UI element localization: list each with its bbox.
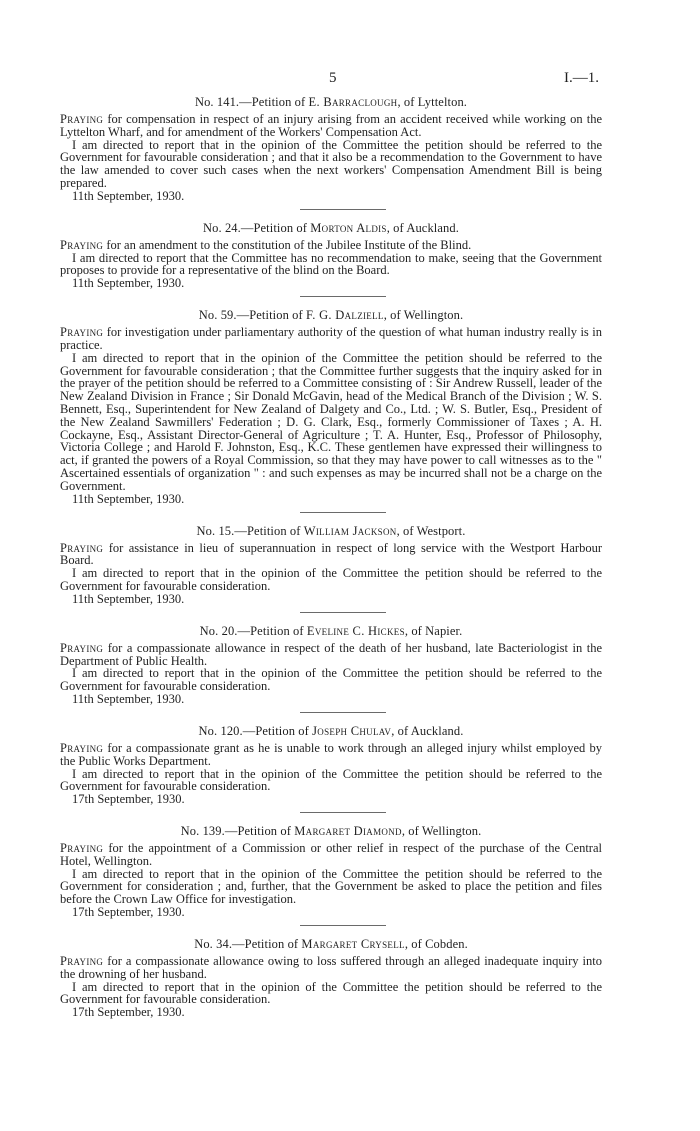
- petition-prayer: [60, 239, 602, 252]
- section-divider: [300, 712, 386, 713]
- petitioner-name: Morton Aldis: [310, 220, 387, 235]
- committee-report: I am directed to report that in the opinion of the Committee the petition should be referred to the Government for favourable consideration.: [60, 666, 602, 694]
- petitioner-name: F. G. Dalziell: [306, 308, 384, 323]
- petition-of-label: —Petition of: [237, 623, 304, 638]
- petitioner-name: Eveline C. Hickes: [306, 623, 405, 638]
- petitioner-place: , of Auckland.: [391, 723, 464, 738]
- committee-report: I am directed to report that in the opinion of the Committee the petition should be referred to the Government for favourable consideration.: [60, 979, 602, 1007]
- petition-heading: [60, 221, 602, 236]
- page-header: [0, 70, 700, 90]
- petitioner-name: William Jackson: [303, 523, 397, 538]
- committee-report: I am directed to report that in the opinion of the Committee the petition should be referred to the Government for favourable consideration ; and that it also be a recommendation to the Government to have the law amended to cover such cases when the next workers' Compensation Amendment Bill is being prepared.: [60, 137, 602, 190]
- petition-entry: [60, 724, 602, 813]
- petition-prayer: [60, 955, 602, 981]
- petition-date: 11th September, 1930.: [72, 691, 185, 706]
- prayer-text: for assistance in lieu of superannuation in respect of long service with the Westport Harbour Board.: [60, 540, 602, 568]
- praying-word: Praying: [60, 540, 104, 555]
- section-divider: [300, 512, 386, 513]
- prayer-text: for investigation under parliamentary authority of the question of what human industry really is in practice.: [60, 325, 602, 352]
- section-divider: [300, 925, 386, 926]
- petition-number: No. 24.: [203, 220, 241, 235]
- petition-heading: [60, 824, 602, 839]
- praying-word: Praying: [60, 954, 104, 969]
- petition-prayer: [60, 642, 602, 668]
- prayer-text: for a compassionate allowance owing to loss suffered through an alleged inadequate inquiry into the drowning of her husband.: [60, 954, 602, 981]
- prayer-text: for a compassionate grant as he is unable to work through an alleged injury whilst employed by the Public Works Department.: [60, 740, 602, 768]
- petition-of-label: —Petition of: [236, 308, 303, 323]
- petitioner-place: , of Auckland.: [386, 220, 459, 235]
- petition-of-label: —Petition of: [239, 95, 306, 109]
- committee-report: I am directed to report that in the opinion of the Committee the petition should be referred to the Government for consideration ; and, further, that the Government be asked to place the petition and files before the Crown Law Office for investigation.: [60, 866, 602, 907]
- petition-number: No. 20.: [199, 623, 238, 638]
- section-divider: [300, 296, 386, 297]
- petitioner-place: , of Lyttelton.: [397, 95, 468, 109]
- petition-of-label: —Petition of: [234, 523, 301, 538]
- prayer-text: for compensation in respect of an injury arising from an accident received while working on the Lyttelton Wharf, and for amendment of the Workers' Compensation Act.: [60, 112, 602, 139]
- petition-heading: [60, 937, 602, 952]
- petition-number: No. 15.: [196, 523, 235, 538]
- petition-date: 11th September, 1930.: [72, 276, 185, 291]
- petition-heading: [60, 524, 602, 539]
- petition-of-label: —Petition of: [224, 824, 291, 839]
- petition-entry: [60, 95, 602, 210]
- petition-heading: [60, 95, 602, 110]
- petition-date: 11th September, 1930.: [72, 491, 185, 506]
- praying-word: Praying: [60, 112, 104, 126]
- petition-date: 17th September, 1930.: [72, 905, 185, 920]
- praying-word: Praying: [60, 237, 104, 252]
- petitioner-name: E. Barraclough: [308, 95, 398, 109]
- petition-entry: [60, 308, 602, 512]
- petition-number: No. 120.: [198, 723, 243, 738]
- petitioner-place: , of Wellington.: [401, 824, 482, 839]
- section-divider: [300, 209, 386, 210]
- petition-prayer: [60, 326, 602, 352]
- petitioner-place: , of Napier.: [404, 623, 463, 638]
- section-divider: [300, 812, 386, 813]
- petitioner-place: , of Wellington.: [383, 308, 464, 323]
- committee-report: I am directed to report that in the opinion of the Committee the petition should be referred to the Government for favourable consideration.: [60, 566, 602, 593]
- section-divider: [300, 612, 386, 613]
- praying-word: Praying: [60, 325, 104, 340]
- petition-prayer: [60, 542, 602, 568]
- praying-word: Praying: [60, 740, 104, 755]
- petition-heading: [60, 308, 602, 323]
- petition-number: No. 59.: [198, 308, 237, 323]
- petition-prayer: [60, 113, 602, 139]
- praying-word: Praying: [60, 841, 104, 856]
- petitioner-place: , of Cobden.: [404, 937, 468, 952]
- petitioner-name: Margaret Diamond: [294, 824, 402, 839]
- petition-number: No. 139.: [180, 824, 225, 839]
- petition-number: No. 34.: [194, 937, 233, 952]
- prayer-text: for the appointment of a Commission or other relief in respect of the purchase of the Central Hotel, Wellington.: [60, 841, 602, 868]
- petition-prayer: [60, 842, 602, 868]
- page-number: 5: [329, 70, 337, 86]
- committee-report: I am directed to report that in the opinion of the Committee the petition should be referred to the Government for favourable consideration.: [60, 766, 602, 794]
- petition-entry: [60, 524, 602, 613]
- petition-of-label: —Petition of: [240, 220, 308, 235]
- petition-date: 17th September, 1930.: [72, 1005, 185, 1020]
- document-reference: I.—1.: [564, 70, 599, 86]
- petitioner-name: Joseph Chulav: [312, 723, 392, 738]
- petition-date: 11th September, 1930.: [72, 188, 185, 203]
- petitioner-place: , of Westport.: [396, 523, 466, 538]
- petition-number: No. 141.: [194, 95, 240, 109]
- praying-word: Praying: [60, 640, 104, 655]
- petitions-list: [60, 95, 602, 1019]
- petition-prayer: [60, 742, 602, 768]
- petition-date: 17th September, 1930.: [72, 792, 185, 807]
- petition-entry: [60, 221, 602, 297]
- prayer-text: for an amendment to the constitution of the Jubilee Institute of the Blind.: [103, 237, 472, 252]
- petitioner-name: Margaret Crysell: [301, 937, 405, 952]
- petition-heading: [60, 624, 602, 639]
- petition-entry: [60, 937, 602, 1019]
- petition-entry: [60, 624, 602, 713]
- petition-date: 11th September, 1930.: [72, 591, 185, 606]
- petition-of-label: —Petition of: [242, 723, 309, 738]
- prayer-text: for a compassionate allowance in respect of the death of her husband, late Bacteriologist in the Department of Public Health.: [60, 640, 602, 668]
- petition-of-label: —Petition of: [232, 937, 299, 952]
- committee-report: I am directed to report that in the opinion of the Committee the petition should be referred to the Government for favourable consideration ; that the Committee further suggests that the inquiry asked for in the prayer of the petition should be referred to a Committee consisting of : Sir Andrew Russell, leader of the New Zealand Division in France ; Sir Donald McGavin, head of the Medical Branch of the Division ; W. S. Bennett, Esq., Superintendent for New Zealand of Dalgety and Co., Ltd. ; W. S. Butler, Esq., President of the New Zealand Sawmillers' Federation ; D. G. Clark, Esq., formerly Commissioner of Taxes ; A. H. Cockayne, Esq., Assistant Director-General of Agriculture ; T. A. Hunter, Esq., Professor of Philosophy, Victoria College ; and Harold F. Johnston, Esq., K.C. These gentlemen have expressed their willingness to act, if granted the powers of a Royal Commission, so that they may have power to call witnesses as to the " Ascertained essentials of organization " : and such expenses as may be incurred shall not be a charge on the Government.: [60, 350, 602, 493]
- committee-report: I am directed to report that the Committee has no recommendation to make, seeing that the Government proposes to provide for a representative of the blind on the Board.: [60, 250, 602, 278]
- petition-entry: [60, 824, 602, 926]
- petition-heading: [60, 724, 602, 739]
